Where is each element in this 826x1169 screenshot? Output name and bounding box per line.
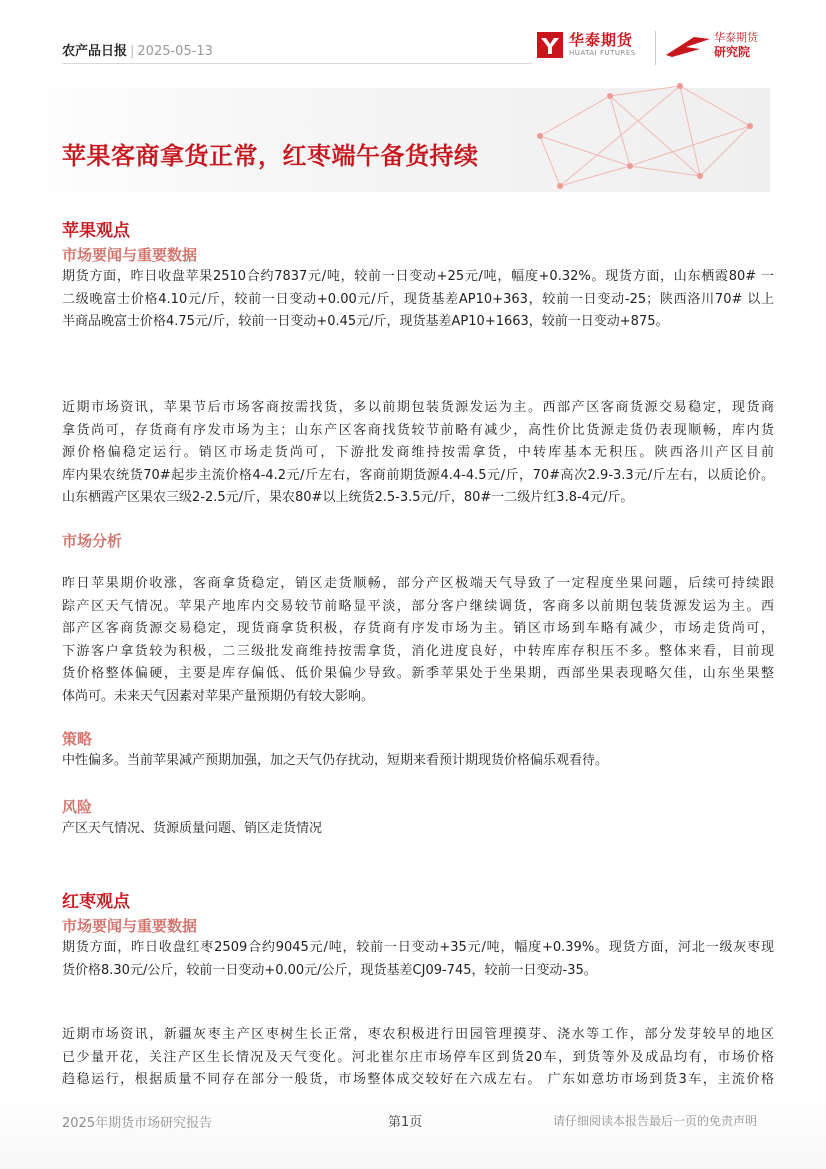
text-line: 已少量开花，关注产区生长情况及天气变化。河北崔尔庄市场停车区到货20车，到货等外及成品均有，市场价格	[62, 1049, 774, 1065]
text-line: 拿货尚可，存货商有序发市场为主；山东产区客商找货较节前略有减少，高性价比货源走货仍表现顺畅，库内货	[62, 422, 774, 438]
report-header	[62, 40, 213, 59]
apple-analysis-heading: 市场分析	[62, 532, 123, 550]
apple-risk-heading: 风险	[62, 798, 93, 816]
apple-news-heading: 市场要闻与重要数据	[62, 246, 198, 264]
apple-news-paragraph-2	[62, 397, 774, 510]
text-line: 期货方面，昨日收盘苹果2510合约7837元/吨，较前一日变动+25元/吨，幅度+0.32%。现货方面，山东栖霞80# 一	[62, 269, 774, 284]
text-line: 货价格8.30元/公斤，较前一日变动+0.00元/公斤，现货基差CJ09-745，较前一日变动-35。	[62, 962, 597, 978]
apple-section-heading: 苹果观点	[62, 221, 130, 241]
report-date: 2025-05-13	[137, 44, 213, 59]
network-decoration-icon	[500, 66, 770, 196]
text-line: 近期市场资讯，新疆灰枣主产区枣树生长正常，枣农积极进行田园管理摸芽、浇水等工作，部分发芽较早的地区	[62, 1027, 774, 1042]
jujube-news-paragraph-1	[62, 937, 774, 982]
text-line: 部产区客商货源交易稳定，现货商拿货积极，存货商有序发市场为主。销区市场到车略有减少，市场走货尚可，	[62, 621, 774, 636]
logo-name-cn: 华泰期货	[569, 31, 634, 49]
apple-risk-text	[62, 818, 774, 841]
footer-disclaimer-note: 请仔细阅读本报告最后一页的免责声明	[553, 1114, 758, 1128]
apple-analysis-paragraph	[62, 573, 774, 708]
jujube-news-paragraph-2	[62, 1024, 774, 1092]
text-line: 昨日苹果期价收涨，客商拿货稳定，销区走货顺畅，部分产区极端天气导致了一定程度坐果问题，后续可持续跟	[62, 576, 774, 591]
jujube-section-heading: 红枣观点	[62, 892, 130, 912]
huatai-logo-icon	[537, 32, 563, 58]
apple-news-paragraph-1	[62, 266, 774, 334]
logo-divider	[655, 31, 656, 65]
text-line: 近期市场资讯，苹果节后市场客商按需找货，多以前期包装货源发运为主。西部产区客商货源交易稳定，现货商	[62, 400, 774, 415]
report-type: 农产品日报	[62, 44, 128, 59]
page-footer	[0, 1095, 826, 1169]
header-rule	[62, 63, 532, 64]
logo-name-en: HUATAI FUTURES	[569, 49, 636, 57]
research-institute-logo-icon	[664, 33, 712, 59]
footer-report-label: 2025年期货市场研究报告	[62, 1116, 213, 1131]
text-line: 山东栖霞产区果农三级2-2.5元/斤，果农80#以上统货2.5-3.5元/斤，80#一二级片红3.8-4元/斤。	[62, 490, 634, 505]
text-line: 体尚可。未来天气因素对苹果产量预期仍有较大影响。	[62, 688, 375, 704]
text-line: 半商品晚富士价格4.75元/斤，较前一日变动+0.45元/斤，现货基差AP10+1663，较前一日变动+875。	[62, 314, 669, 329]
logo-secondary-line1: 华泰期货	[714, 31, 758, 44]
report-title: 苹果客商拿货正常，红枣端午备货持续	[62, 142, 479, 170]
page-number: 第1页	[388, 1115, 423, 1130]
text-line: 产区天气情况、货源质量问题、销区走货情况	[62, 821, 323, 836]
text-line: 二级晚富士价格4.10元/斤，较前一日变动+0.00元/斤，现货基差AP10+363，较前一日变动-25；陕西洛川70# 以上	[62, 291, 774, 307]
apple-strategy-heading: 策略	[62, 730, 93, 748]
text-line: 下游客户拿货较为积极，二三级批发商维持按需拿货，消化进度良好，中转库库存积压不多。整体来看，目前现	[62, 643, 774, 659]
text-line: 期货方面，昨日收盘红枣2509合约9045元/吨，较前一日变动+35元/吨，幅度+0.39%。现货方面，河北一级灰枣现	[62, 940, 774, 955]
logo-secondary-line2: 研究院	[714, 45, 751, 59]
text-line: 货价格整体偏硬，主要是库存偏低、低价果偏少导致。新季苹果处于坐果期，西部坐果表现略欠佳，山东坐果整	[62, 666, 774, 681]
text-line: 源价格偏稳定运行。销区市场走货尚可，下游批发商维持按需拿货，中转库基本无积压。陕西洛川产区目前	[62, 445, 774, 460]
text-line: 踪产区天气情况。苹果产地库内交易较节前略显平淡，部分客户继续调货，客商多以前期包装货源发运为主。西	[62, 598, 774, 614]
research-institute-logo-text	[714, 31, 758, 60]
jujube-news-heading: 市场要闻与重要数据	[62, 917, 198, 935]
text-line: 趋稳运行，根据质量不同存在部分一般货，市场整体成交较好在六成左右。 广东如意坊市场到货3车，主流价格	[62, 1072, 774, 1087]
text-line: 中性偏多。当前苹果减产预期加强，加之天气仍存扰动，短期来看预计期现货价格偏乐观看待。	[62, 753, 609, 768]
header-separator: |	[130, 44, 135, 59]
apple-strategy-text	[62, 750, 774, 773]
huatai-logo-text	[569, 31, 636, 57]
text-line: 库内果农统货70#起步主流价格4-4.2元/斤左右，客商前期货源4.4-4.5元/斤，70#高次2.9-3.3元/斤左右，以质论价。	[62, 467, 774, 483]
